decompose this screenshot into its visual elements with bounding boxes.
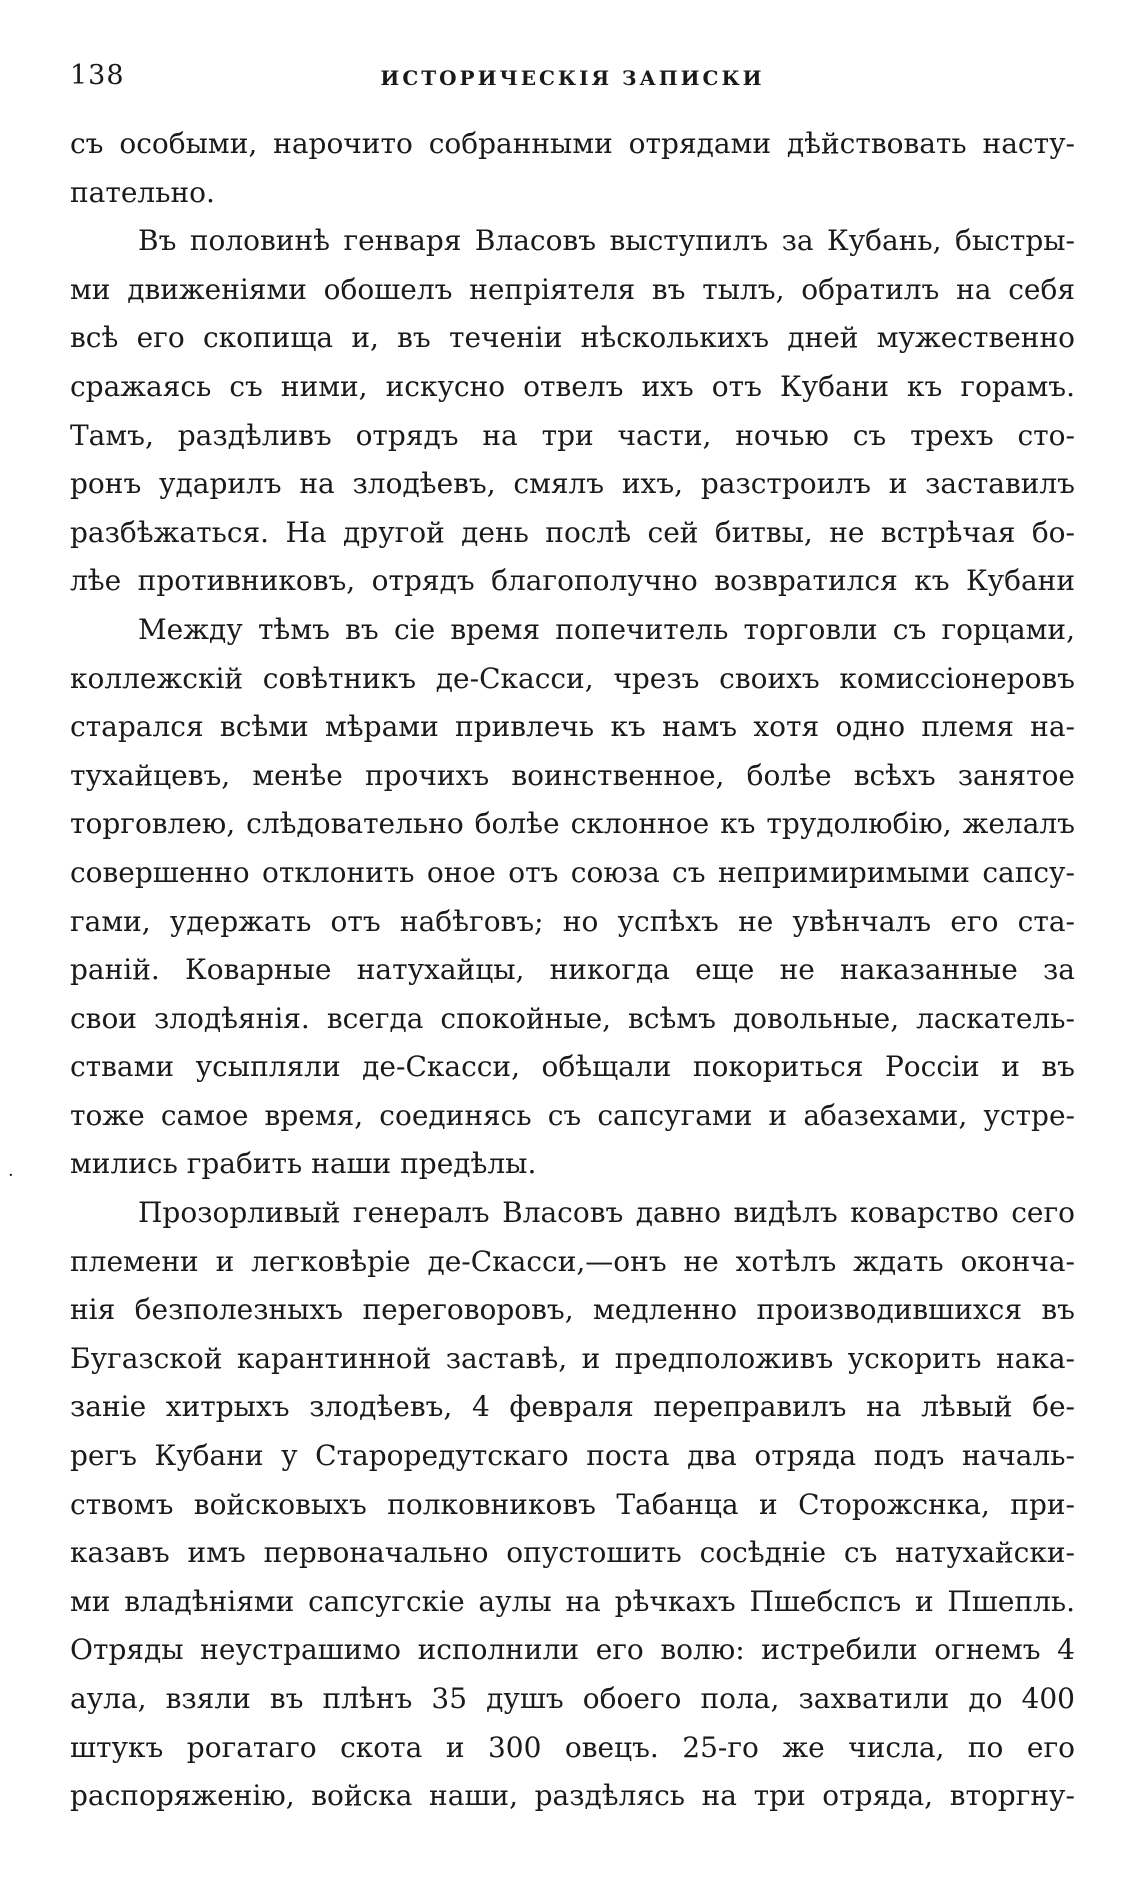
text-line: разбѣжаться. На другой день послѣ сей битвы, не встрѣчая бо- bbox=[70, 515, 1075, 549]
text-line: Прозорливый генералъ Власовъ давно видѣлъ коварство сего bbox=[138, 1196, 1075, 1230]
text-line: заніе хитрыхъ злодѣевъ, 4 февраля переправилъ на лѣвый бе- bbox=[70, 1390, 1075, 1424]
book-page bbox=[70, 60, 1075, 1821]
text-line: свои злодѣянія. всегда спокойные, всѣмъ довольные, ласкатель- bbox=[70, 1001, 1075, 1035]
text-line: племени и легковѣріе де-Скасси,—онъ не хотѣлъ ждать оконча- bbox=[70, 1244, 1075, 1278]
text-line: штукъ рогатаго скота и 300 овецъ. 25-го же числа, по его bbox=[70, 1730, 1075, 1764]
text-line: лѣе противниковъ, отрядъ благополучно возвратился къ Кубани bbox=[70, 564, 1075, 598]
text-line: гами, удержать отъ набѣговъ; но успѣхъ не увѣнчалъ его ста- bbox=[70, 904, 1075, 938]
text-line: всѣ его скопища и, въ теченіи нѣсколькихъ дней мужественно bbox=[70, 321, 1075, 355]
text-line: Отряды неустрашимо исполнили его волю: истребили огнемъ 4 bbox=[70, 1633, 1075, 1667]
text-line: тухайцевъ, менѣе прочихъ воинственное, болѣе всѣхъ занятое bbox=[70, 758, 1075, 792]
text-line: коллежскій совѣтникъ де-Скасси, чрезъ своихъ комиссіонеровъ bbox=[70, 661, 1075, 695]
page-header bbox=[70, 60, 1075, 108]
text-line: мились грабить наши предѣлы. bbox=[70, 1147, 537, 1181]
text-line: съ особыми, нарочито собранными отрядами дѣйствовать насту- bbox=[70, 127, 1075, 160]
text-line: ми владѣніями сапсугскіе аулы на рѣчкахъ Пшебспсъ и Пшепль. bbox=[70, 1584, 1075, 1618]
text-line: ми движеніями обошелъ непріятеля въ тылъ, обратилъ на себя bbox=[70, 272, 1075, 306]
text-body bbox=[70, 120, 1075, 1821]
text-line: распоряженію, войска наши, раздѣлясь на три отряда, вторгну- bbox=[70, 1779, 1075, 1813]
page-number: 138 bbox=[70, 60, 125, 91]
text-line: ронъ ударилъ на злодѣевъ, смялъ ихъ, разстроилъ и заставилъ bbox=[70, 467, 1075, 501]
text-line: Бугазской карантинной заставѣ, и предположивъ ускорить нака- bbox=[70, 1341, 1075, 1375]
text-line: Тамъ, раздѣливъ отрядъ на три части, ночью съ трехъ сто- bbox=[70, 418, 1075, 452]
text-line: нія безполезныхъ переговоровъ, медленно производившихся въ bbox=[70, 1293, 1075, 1327]
running-title: ИСТОРИЧЕСКІЯ ЗАПИСКИ bbox=[380, 66, 765, 90]
text-line: пательно. bbox=[70, 175, 215, 209]
text-line: тоже самое время, соединясь съ сапсугами и абазехами, устре- bbox=[70, 1098, 1075, 1132]
text-line: сражаясь съ ними, искусно отвелъ ихъ отъ Кубани къ горамъ. bbox=[70, 369, 1075, 403]
text-line: Въ половинѣ генваря Власовъ выступилъ за Кубань, быстры- bbox=[138, 224, 1075, 258]
text-line: ствами усыпляли де-Скасси, обѣщали покориться Россіи и въ bbox=[70, 1050, 1075, 1084]
text-line: казавъ имъ первоначально опустошить сосѣдніе съ натухайски- bbox=[70, 1536, 1075, 1570]
text-line: Между тѣмъ въ сіе время попечитель торговли съ горцами, bbox=[138, 612, 1075, 646]
margin-mark: · bbox=[8, 1165, 14, 1186]
text-line: совершенно отклонить оное отъ союза съ непримиримыми сапсу- bbox=[70, 855, 1075, 889]
text-line: старался всѣми мѣрами привлечь къ намъ хотя одно племя на- bbox=[70, 710, 1075, 744]
text-line: ствомъ войсковыхъ полковниковъ Табанца и Сторожснка, при- bbox=[70, 1487, 1075, 1521]
text-line: аула, взяли въ плѣнъ 35 душъ обоего пола, захватили до 400 bbox=[70, 1682, 1075, 1715]
text-line: регъ Кубани у Староредутскаго поста два отряда подъ началь- bbox=[70, 1439, 1075, 1473]
text-line: раній. Коварные натухайцы, никогда еще не наказанные за bbox=[70, 953, 1075, 987]
text-line: торговлею, слѣдовательно болѣе склонное къ трудолюбію, желалъ bbox=[70, 807, 1075, 841]
